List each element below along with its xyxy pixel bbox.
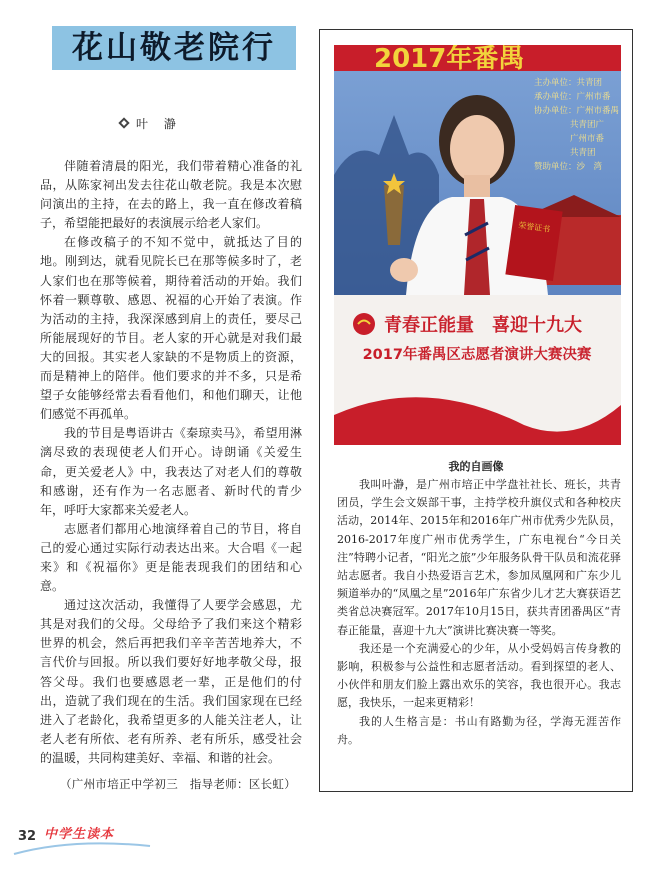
event-title-text: 2017年番禺区志愿者演讲大赛决赛: [362, 347, 592, 363]
paragraph: 我还是一个充满爱心的少年，从小受妈妈言传身教的影响，积极参与公益性和志愿者活动。看到探望的老人、小伙伴和朋友们脸上露出欢乐的笑容，我也很开心。我志愿，我快乐，一起来更精彩！: [337, 641, 621, 710]
author-line: [118, 115, 182, 132]
sponsor-line: 承办单位：广州市番: [534, 92, 611, 102]
sidebar-body: [337, 476, 621, 749]
sponsor-line: 广州市番: [570, 134, 605, 144]
portrait-photo: [334, 45, 621, 445]
paragraph: 伴随着清晨的阳光，我们带着精心准备的礼品，从陈家祠出发去往花山敬老院。我是本次慰问演出的主持，在去的路上，我一直在修改着稿子，希望能把最好的表演展示给老人家们。: [40, 159, 302, 231]
paragraph: 我叫叶瀞，是广州市培正中学盘社社长、班长，共青团员，学生会文娱部干事，主持学校升旗仪式和各种校庆活动，2014年、2015年和2016年广州市优秀少先队员，2016-2017年度广州市优秀学生，广东电视台“今日关注”特聘小记者，“阳光之旅”少年服务队骨干队员和流花驿站志愿者。我自小热爱语言艺术，参加凤凰网和广东少儿频道举办的“凤凰之星”2016年广东省少儿才艺大赛获语艺类省总决赛冠军。2017年10月15日，获共青团番禺区“青春正能量，喜迎十九大”演讲比赛决赛一等奖。: [337, 478, 621, 637]
article-title: 花山敬老院行: [72, 30, 276, 66]
ornament-icon: [118, 117, 130, 129]
paragraph: 在修改稿子的不知不觉中，就抵达了目的地。刚到达，就看见院长已在那等候多时了，老人家们也在那等候着，期待着活动的开始。我们怀着一颗尊敬、感恩、祝福的心开始了表演。作为活动的主持，我深深感到肩上的责任，要尽己所能展现好的节目。老人家的开心就是对我们最大的回报。其实老人家缺的不是物质上的资源，而是精神上的陪伴。他们要求的并不多，只是希望子女能够经常去看看他们，和他们聊天，让他们感觉不再孤单。: [40, 235, 302, 422]
sponsor-line: 赞助单位：沙 湾: [534, 162, 603, 172]
sponsor-line: 主办单位：共青团: [534, 78, 603, 88]
sidebar-caption: 我的自画像: [448, 460, 504, 473]
page-number: 32: [18, 829, 37, 844]
magazine-logo: 中学生读本: [44, 827, 115, 842]
logo-swoosh-icon: [12, 836, 152, 858]
sponsor-line: 共青团: [570, 148, 596, 158]
author-name: 叶 瀞: [136, 117, 182, 131]
paragraph: 通过这次活动，我懂得了人要学会感恩，尤其是对我们的父母。父母给予了我们来这个精彩世界的机会，然后再把我们辛辛苦苦地养大，不言代价与回报。所以我们要好好地孝敬父母，报答父母。我们也要感恩老一辈，正是他们的付出，造就了我们现在的生活。我们国家现在已经进入了老龄化，我希望更多的人能关注老人，让老人老有所依、老有所养、老有所乐，感受社会的温暖，共同构建美好、幸福、和谐的社会。: [40, 598, 302, 765]
sponsor-line: 共青团广: [570, 120, 605, 130]
banner-top-text: 2017年番禺: [374, 45, 525, 74]
paragraph: 志愿者们都用心地演绎着自己的节目，将自己的爱心通过实际行动表达出来。大合唱《一起来》和《祝福你》更是能表现我们的团结和心意。: [40, 521, 302, 594]
author-note: （广州市培正中学初三 指导老师：区长虹）: [60, 777, 296, 791]
article-body: [40, 157, 302, 768]
certificate-text: 荣誉证书: [517, 220, 551, 235]
sponsor-line: 协办单位：广州市番禺: [534, 106, 620, 116]
paragraph: 我的人生格言是：书山有路勤为径，学海无涯苦作舟。: [337, 714, 621, 746]
photo-illustration: [334, 45, 621, 445]
slogan-text: 青春正能量 喜迎十九大: [384, 315, 582, 336]
paragraph: 我的节目是粤语讲古《秦琼卖马》，希望用淋漓尽致的表现使老人们开心。诗朗诵《关爱生命，更关爱老人》中，我表达了对老人们的尊敬和感谢，还有作为一名志愿者、新时代的青少年，呼吁大家都来关爱老人。: [40, 426, 302, 517]
